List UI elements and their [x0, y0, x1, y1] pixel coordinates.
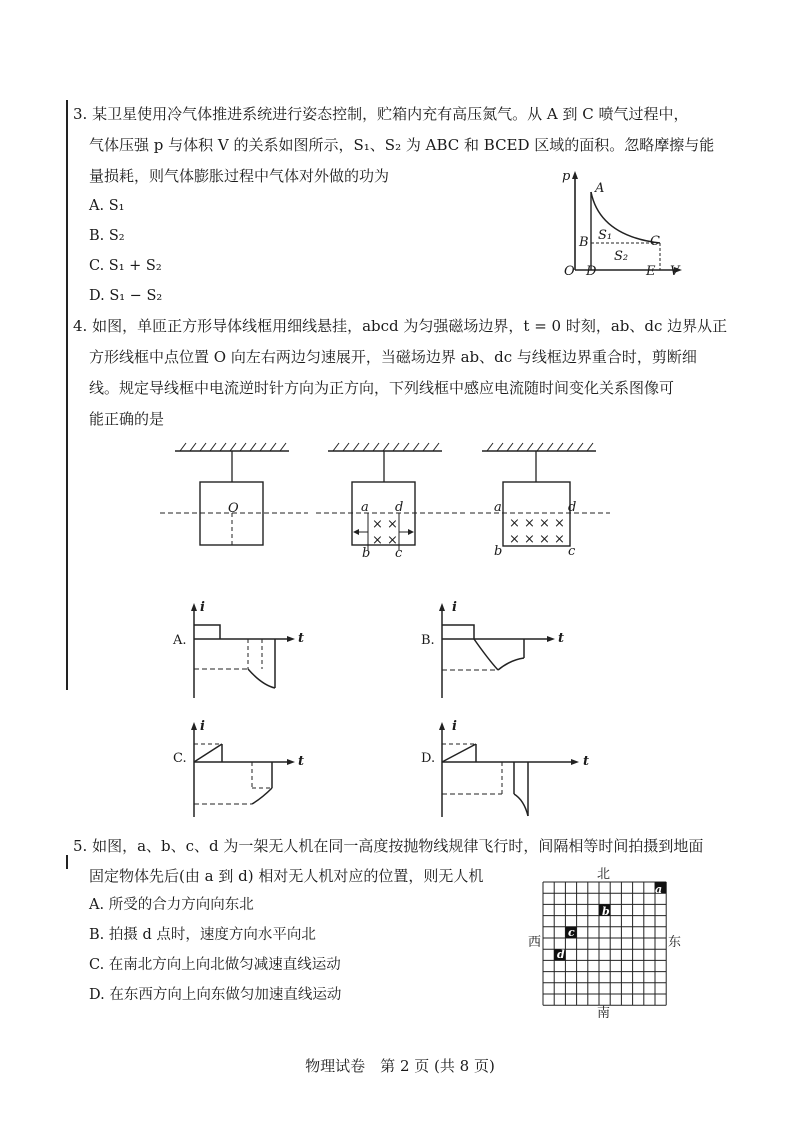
frame2-label-d: d — [395, 500, 404, 515]
graph-b-axis-t: t — [558, 631, 565, 646]
q5-option-d: D. 在东西方向上向东做匀加速直线运动 — [89, 987, 342, 1003]
frame3-cross-row1: × — [554, 516, 565, 531]
grid-east-label: 东 — [668, 935, 682, 950]
q5-option-b: B. 拍摄 d 点时，速度方向水平向北 — [89, 927, 316, 943]
position-grid — [543, 882, 668, 1007]
frame2-cross: × — [372, 517, 383, 532]
frame3-cross-row1: × — [509, 516, 520, 531]
current-graph-b — [438, 600, 563, 703]
graph-c-label: C. — [173, 751, 187, 766]
grid-point-b: b — [602, 905, 610, 918]
frame2-cross: × — [387, 533, 398, 548]
frame2-cross: × — [372, 533, 383, 548]
frame2-label-b: b — [362, 546, 371, 561]
frame3-cross-row2: × — [539, 532, 550, 547]
q5-option-c: C. 在南北方向上向北做匀减速直线运动 — [89, 957, 341, 973]
q3-line2: 气体压强 p 与体积 V 的关系如图所示，S₁、S₂ 为 ABC 和 BCED 区域的面积。忽略摩擦与能 — [89, 136, 715, 154]
frame1-label-O: O — [228, 501, 239, 516]
frame2-label-a: a — [361, 500, 369, 515]
pv-label-S1: S₁ — [598, 228, 613, 243]
grid-west-label: 西 — [528, 935, 542, 950]
graph-a-axis-t: t — [298, 631, 305, 646]
graph-b-axis-i: i — [452, 600, 457, 615]
frame3-label-c: c — [568, 544, 576, 559]
grid-north-label: 北 — [597, 867, 611, 882]
margin-rule — [66, 100, 68, 690]
pv-label-p: p — [562, 169, 571, 184]
current-graph-d — [438, 719, 588, 822]
graph-d-label: D. — [421, 751, 436, 766]
pv-label-E: E — [646, 264, 656, 279]
frame3-label-d: d — [568, 500, 577, 515]
margin-rule-lower — [66, 855, 68, 869]
graph-a-axis-i: i — [200, 600, 205, 615]
frame3-cross-row2: × — [554, 532, 565, 547]
graph-b-label: B. — [421, 633, 435, 648]
frame2-label-c: c — [395, 546, 403, 561]
grid-point-c: c — [568, 926, 575, 939]
q3-option-d: D. S₁ − S₂ — [89, 288, 163, 304]
frame2-cross: × — [387, 517, 398, 532]
frame3-label-b: b — [494, 544, 503, 559]
q3-option-b: B. S₂ — [89, 228, 125, 244]
q4-line2: 方形线框中点位置 O 向左右两边匀速展开，当磁场边界 ab、dc 与线框边界重合时，剪断细 — [89, 348, 697, 366]
pv-label-V: V — [670, 264, 680, 279]
frame3-cross-row1: × — [539, 516, 550, 531]
q4-line1: 4. 如图，单匝正方形导体线框用细线悬挂，abcd 为匀强磁场边界，t = 0 时刻，ab、dc 边界从正 — [73, 317, 728, 335]
graph-d-axis-t: t — [583, 754, 590, 769]
q5-line1: 5. 如图，a、b、c、d 为一架无人机在同一高度按抛物线规律飞行时，间隔相等时间拍摄到地面 — [73, 837, 704, 855]
q5-line2: 固定物体先后(由 a 到 d) 相对无人机对应的位置，则无人机 — [89, 867, 484, 885]
graph-c-axis-i: i — [200, 719, 205, 734]
pv-label-O: O — [564, 264, 575, 279]
frame3-cross-row1: × — [524, 516, 535, 531]
q3-line3: 量损耗，则气体膨胀过程中气体对外做的功为 — [89, 167, 390, 185]
q3-option-a: A. S₁ — [89, 198, 125, 214]
frame3-label-a: a — [494, 500, 502, 515]
graph-d-axis-i: i — [452, 719, 457, 734]
pv-label-S2: S₂ — [614, 249, 629, 264]
graph-c-axis-t: t — [298, 754, 305, 769]
q3-option-c: C. S₁ + S₂ — [89, 258, 162, 274]
grid-point-d: d — [557, 948, 565, 961]
frame3-cross-row2: × — [524, 532, 535, 547]
q4-line4: 能正确的是 — [89, 410, 165, 428]
pv-label-D: D — [586, 264, 597, 279]
q3-line1: 3. 某卫星使用冷气体推进系统进行姿态控制，贮箱内充有高压氮气。从 A 到 C 喷气过程中， — [73, 105, 689, 123]
q4-line3: 线。规定导线框中电流逆时针方向为正方向，下列线框中感应电流随时间变化关系图像可 — [89, 379, 675, 397]
page-footer: 物理试卷 第 2 页 (共 8 页) — [305, 1057, 495, 1075]
grid-point-a: a — [655, 883, 663, 896]
q5-option-a: A. 所受的合力方向向东北 — [89, 897, 254, 913]
current-graph-c — [190, 719, 305, 822]
current-graph-a — [190, 600, 305, 703]
pv-label-B: B — [579, 235, 589, 250]
grid-south-label: 南 — [597, 1006, 611, 1021]
pv-label-C: C — [650, 234, 660, 249]
pv-label-A: A — [595, 181, 605, 196]
graph-a-label: A. — [173, 633, 187, 648]
frame3-cross-row2: × — [509, 532, 520, 547]
